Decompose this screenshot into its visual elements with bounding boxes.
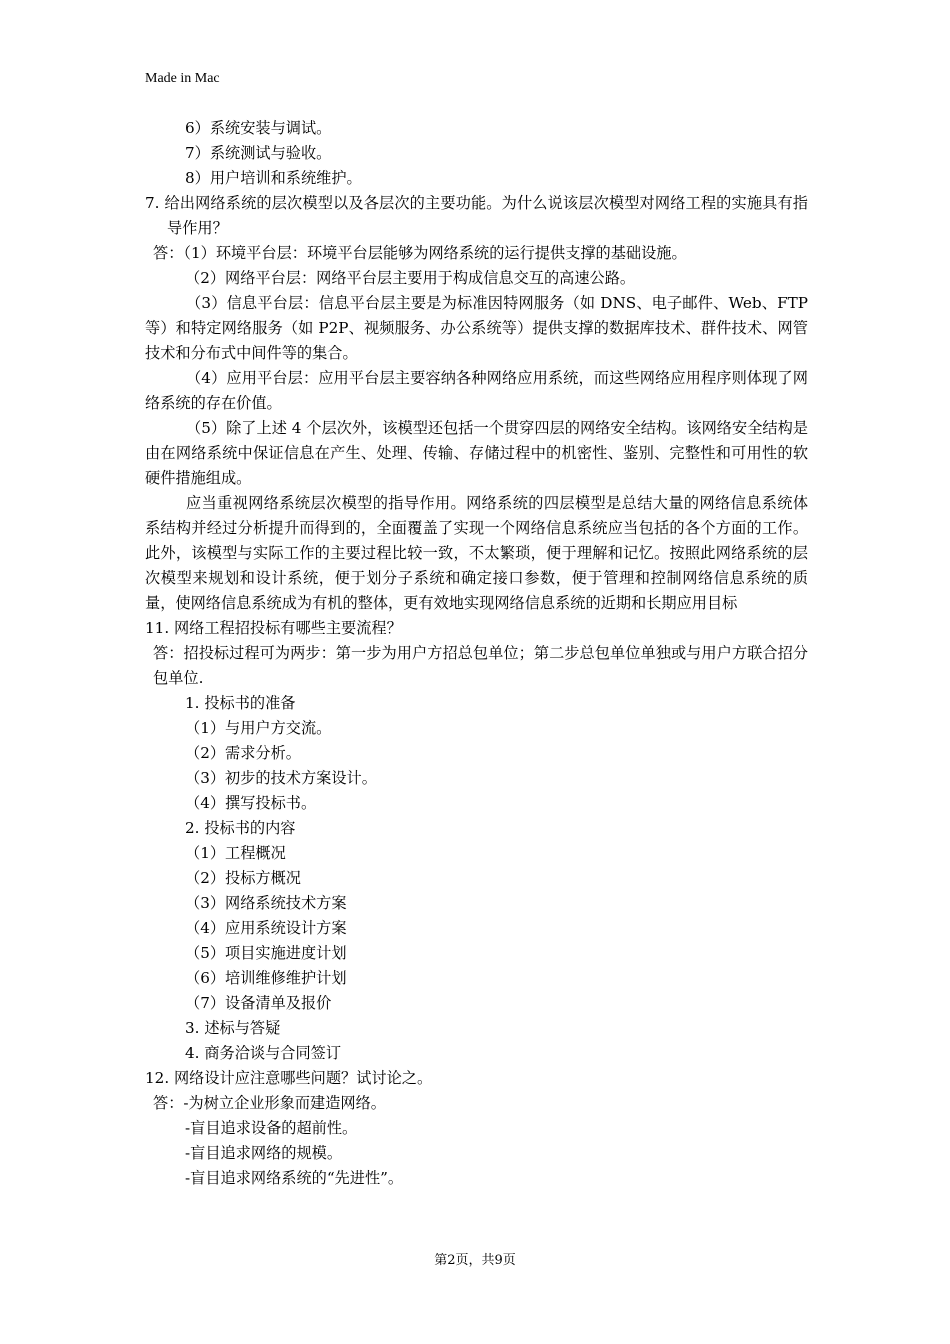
text-paragraph: （2）网络平台层：网络平台层主要用于构成信息交互的高速公路。 [185,269,636,287]
text-paragraph: （3）信息平台层：信息平台层主要是为标准因特网服务（如 DNS、电子邮件、Web、FTP 等）和特定网络服务（如 P2P、视频服务、办公系统等）提供支撑的数据库技术、群件技术、网管技术和分布式中间件等的集合。 [145,294,808,362]
text-paragraph: 2. 投标书的内容 [185,819,296,837]
text-paragraph: （3）初步的技术方案设计。 [185,769,377,787]
text-paragraph: 12. 网络设计应注意哪些问题？试讨论之。 [145,1069,433,1087]
text-paragraph: （2）投标方概况 [185,869,301,887]
text-paragraph: （6）培训维修维护计划 [185,969,347,987]
text-paragraph: 答：招投标过程可为两步：第一步为用户方招总包单位；第二步总包单位单独或与用户方联合招分包单位. [153,644,808,687]
text-paragraph: 7）系统测试与验收。 [185,144,332,162]
text-paragraph: 11. 网络工程招投标有哪些主要流程？ [145,619,402,637]
text-paragraph: （1）与用户方交流。 [185,719,332,737]
text-paragraph: -盲目追求网络系统的“先进性”。 [185,1169,404,1187]
text-paragraph: 7. 给出网络系统的层次模型以及各层次的主要功能。为什么说该层次模型对网络工程的实施具有指导作用？ [145,194,808,237]
text-paragraph: 应当重视网络系统层次模型的指导作用。网络系统的四层模型是总结大量的网络信息系统体系结构并经过分析提升而得到的，全面覆盖了实现一个网络信息系统应当包括的各个方面的工作。此外，该模型与实际工作的主要过程比较一致，不太繁琐，便于理解和记忆。按照此网络系统的层次模型来规划和设计系统，便于划分子系统和确定接口参数，便于管理和控制网络信息系统的质量，使网络信息系统成为有机的整体，更有效地实现网络信息系统的近期和长期应用目标 [145,494,808,612]
text-paragraph: 答：-为树立企业形象而建造网络。 [153,1094,386,1112]
text-paragraph: 3. 述标与答疑 [185,1019,281,1037]
text-paragraph: 6）系统安装与调试。 [185,119,332,137]
page-header: Made in Mac [145,71,220,86]
text-paragraph: （3）网络系统技术方案 [185,894,347,912]
text-paragraph: （2）需求分析。 [185,744,301,762]
text-paragraph: -盲目追求设备的超前性。 [185,1119,358,1137]
text-paragraph: （5）除了上述 4 个层次外，该模型还包括一个贯穿四层的网络安全结构。该网络安全结构是由在网络系统中保证信息在产生、处理、传输、存储过程中的机密性、鉴别、完整性和可用性的软硬件措施组成。 [145,419,808,487]
page-number: 第2页，共9页 [434,1253,516,1268]
text-paragraph: 8）用户培训和系统维护。 [185,169,362,187]
text-paragraph: （5）项目实施进度计划 [185,944,347,962]
text-paragraph: （4）应用系统设计方案 [185,919,347,937]
text-paragraph: （4）撰写投标书。 [185,794,317,812]
text-paragraph: 1. 投标书的准备 [185,694,296,712]
text-paragraph: （4）应用平台层：应用平台层主要容纳各种网络应用系统，而这些网络应用程序则体现了网络系统的存在价值。 [145,369,808,412]
document-body [145,116,808,1191]
text-paragraph: 答：（1）环境平台层：环境平台层能够为网络系统的运行提供支撑的基础设施。 [153,244,687,262]
text-paragraph: （7）设备清单及报价 [185,994,332,1012]
text-paragraph: （1）工程概况 [185,844,286,862]
text-paragraph: 4. 商务洽谈与合同签订 [185,1044,342,1062]
text-paragraph: -盲目追求网络的规模。 [185,1144,343,1162]
